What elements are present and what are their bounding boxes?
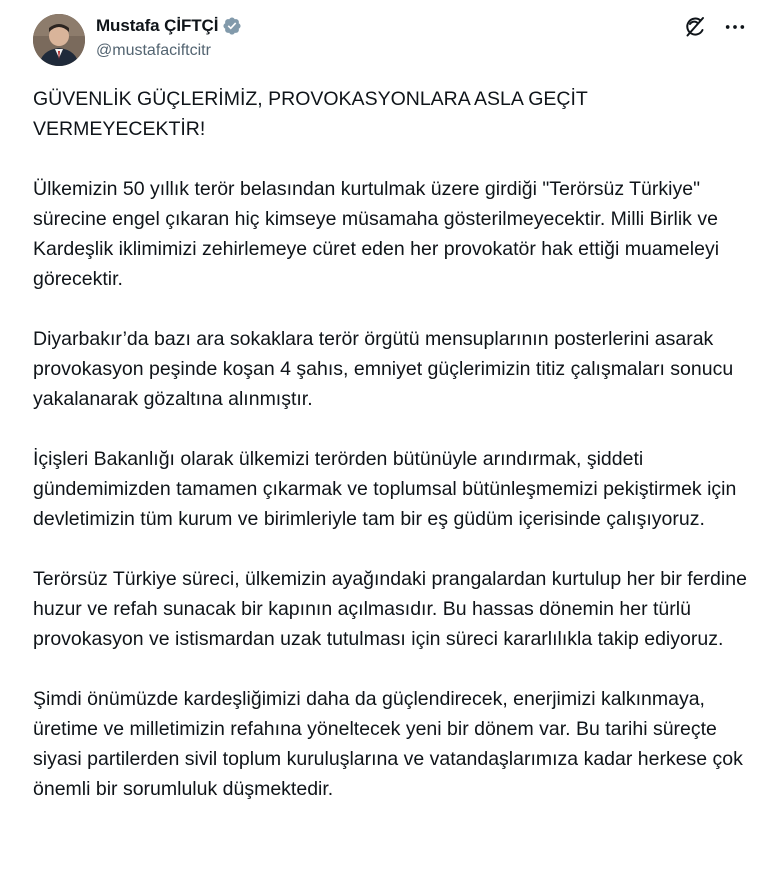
author-block	[96, 14, 242, 62]
more-icon[interactable]	[722, 14, 748, 40]
handle[interactable]: @mustafaciftcitr	[96, 42, 211, 59]
tweet-paragraph: Ülkemizin 50 yıllık terör belasından kurtulmak üzere girdiği "Terörsüz Türkiye" sürecine engel çıkaran hiç kimseye müsamaha gösterilmeyecektir. Milli Birlik ve Kardeşlik iklimimizi zehirlemeye cüret eden her provokatör hak ettiği muameleyi görecektir.	[33, 178, 720, 290]
tweet-paragraph: İçişleri Bakanlığı olarak ülkemizi terörden bütünüyle arındırmak, şiddeti gündemimizden tamamen çıkarmak ve toplumsal bütünleşmemizi pekiştirmek için devletimizin tüm kurum ve birimleriyle tam bir eş güdüm içerisinde çalışıyoruz.	[33, 448, 737, 530]
tweet-paragraph: Şimdi önümüzde kardeşliğimizi daha da güçlendirecek, enerjimizi kalkınmaya, üretime ve milletimizin refahına yöneltecek yeni bir dönem var. Bu tarihi süreçte siyasi partilerden sivil toplum kuruluşlarına ve vatandaşlarımıza kadar herkese çok önemli bir sorumluluk düşmektedir.	[33, 688, 743, 800]
verified-badge-icon	[222, 16, 242, 36]
top-actions	[682, 14, 748, 40]
tweet-paragraph: Diyarbakır’da bazı ara sokaklara terör örgütü mensuplarının posterlerini asarak provokasyon peşinde koşan 4 şahıs, emniyet güçlerimizin titiz çalışmaları sonucu yakalanarak gözaltına alınmıştır.	[33, 328, 734, 410]
avatar[interactable]	[33, 14, 85, 66]
grok-icon[interactable]	[682, 14, 708, 40]
tweet-paragraph: GÜVENLİK GÜÇLERİMİZ, PROVOKASYONLARA ASLA GEÇİT VERMEYECEKTİR!	[33, 88, 588, 140]
tweet-paragraph: Terörsüz Türkiye süreci, ülkemizin ayağındaki prangalardan kurtulup her bir ferdine huzur ve refah sunacak bir kapının açılmasıdır. Bu hassas dönemin her türlü provokasyon ve istismardan uzak tutulması için süreci kararlılıkla takip ediyoruz.	[33, 568, 747, 650]
name-row	[96, 14, 242, 38]
tweet-text	[33, 84, 753, 804]
display-name[interactable]: Mustafa ÇİFTÇİ	[96, 16, 219, 35]
avatar-photo	[33, 14, 85, 66]
